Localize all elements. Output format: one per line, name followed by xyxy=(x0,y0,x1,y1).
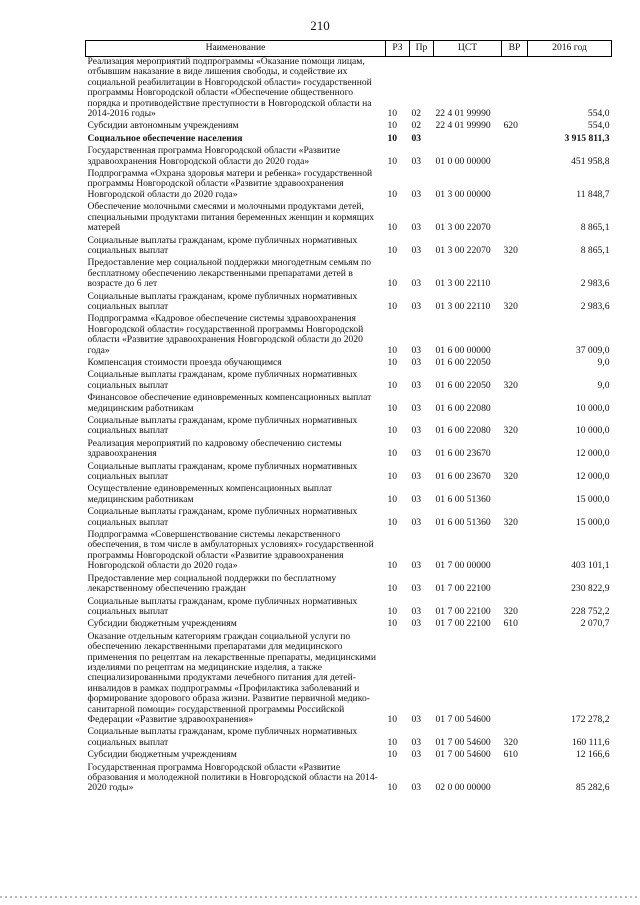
row-vr xyxy=(502,393,528,416)
row-name: Социальные выплаты гражданам, кроме публичных нормативных социальных выплат xyxy=(87,460,358,483)
row-sum: 160 111,6 xyxy=(571,736,610,748)
row-pr: 03 xyxy=(411,583,422,595)
row-rz: 10 xyxy=(387,402,398,414)
row-rz: 10 xyxy=(387,516,398,528)
row-pr: 03 xyxy=(411,132,422,144)
table-row xyxy=(86,574,612,597)
row-pr: 03 xyxy=(411,344,422,356)
row-name: Субсидии автономным учреждениям xyxy=(87,120,239,132)
row-vr xyxy=(502,439,528,462)
row-vr: 320 xyxy=(503,516,518,528)
row-rz: 10 xyxy=(387,344,398,356)
row-cst: 01 0 00 00000 xyxy=(435,155,491,167)
row-cst: 01 6 00 22050 xyxy=(435,356,491,368)
row-cst: 01 3 00 22070 xyxy=(435,244,491,256)
row-cst: 01 7 00 22100 xyxy=(435,605,491,617)
row-cst: 01 7 00 54600 xyxy=(435,749,491,761)
row-name: Социальные выплаты гражданам, кроме публичных нормативных социальных выплат xyxy=(87,726,358,748)
row-cst: 01 6 00 22080 xyxy=(435,425,491,437)
row-rz: 10 xyxy=(387,713,398,725)
row-name: Социальные выплаты гражданам, кроме публичных нормативных социальных выплат xyxy=(87,595,358,617)
row-name: Обеспечение молочными смесями и молочными продуктами детей, специальными продуктами питания беременных женщин и кормящих матерей xyxy=(87,201,375,234)
row-pr: 02 xyxy=(411,120,422,132)
row-cst: 01 7 00 22100 xyxy=(435,583,491,595)
row-cst: 01 6 00 22050 xyxy=(435,379,491,391)
row-sum: 554,0 xyxy=(587,108,610,120)
row-vr xyxy=(502,202,528,235)
row-sum: 37 009,0 xyxy=(575,344,610,356)
row-pr: 03 xyxy=(411,379,422,391)
row-cst: 01 7 00 54600 xyxy=(435,713,491,725)
row-vr: 320 xyxy=(503,379,518,391)
row-vr xyxy=(502,258,528,291)
row-name: Реализация мероприятий подпрограммы «Оказание помощи лицам, отбывшим наказание в виде лишения свободы, и содействие их социальной реабилитации в Новгородской области» государственной программы Новгородской области «Обеспечение общественного порядка и противодействие преступности в Новгородской области на 2014-2016 годы» xyxy=(87,56,372,120)
row-vr xyxy=(502,314,528,358)
row-vr xyxy=(502,484,528,507)
row-cst xyxy=(434,134,502,146)
row-cst: 02 0 00 00000 xyxy=(435,782,491,794)
row-pr: 03 xyxy=(411,618,422,630)
row-sum: 403 101,1 xyxy=(571,560,610,572)
row-vr: 320 xyxy=(503,300,518,312)
row-pr: 03 xyxy=(411,244,422,256)
row-rz: 10 xyxy=(387,583,398,595)
row-name: Предоставление мер социальной поддержки многодетным семьям по бесплатному обеспечению лекарственными препаратами детей в возрасте до 6 лет xyxy=(87,257,372,290)
row-sum: 10 000,0 xyxy=(575,425,610,437)
row-pr: 03 xyxy=(411,402,422,414)
row-cst: 01 3 00 22110 xyxy=(435,278,491,290)
row-pr: 03 xyxy=(411,222,422,234)
row-rz: 10 xyxy=(387,560,398,572)
row-rz: 10 xyxy=(387,618,398,630)
row-name: Оказание отдельным категориям граждан социальной услуги по обеспечению лекарственными препаратами для медицинского применения по рецептам на лекарственные препараты, медицинскими изделиями по рецептам на медицинские изделия, а также специализированными продуктами лечебного питания для детей-инвалидов в рамках подпрограммы «Профилактика заболеваний и формирование здорового образа жизни. Развитие первичной медико-санитарной помощи» государственной программы Российской Федерации «Развитие здравоохранения» xyxy=(87,630,376,725)
row-rz: 10 xyxy=(387,425,398,437)
row-vr xyxy=(502,574,528,597)
row-pr: 03 xyxy=(411,493,422,505)
row-cst: 01 7 00 00000 xyxy=(435,560,491,572)
row-pr: 03 xyxy=(411,278,422,290)
row-rz: 10 xyxy=(387,736,398,748)
table-row xyxy=(86,416,612,439)
row-vr xyxy=(502,57,528,122)
row-rz: 10 xyxy=(387,222,398,234)
row-cst: 01 6 00 23670 xyxy=(435,471,491,483)
row-pr: 03 xyxy=(411,448,422,460)
row-sum: 554,0 xyxy=(587,120,610,132)
row-pr: 03 xyxy=(411,605,422,617)
row-pr: 03 xyxy=(411,425,422,437)
table-row xyxy=(86,121,612,133)
table-row xyxy=(86,57,612,122)
row-name: Государственная программа Новгородской области «Развитие здравоохранения Новгородской области до 2020 года» xyxy=(87,145,341,167)
row-rz: 10 xyxy=(387,379,398,391)
table-row xyxy=(86,530,612,574)
table-row xyxy=(86,632,612,728)
row-name: Подпрограмма «Кадровое обеспечение системы здравоохранения Новгородской области» государственной программы Новгородской области «Развитие здравоохранения Новгородской области до 2020 года» xyxy=(87,313,364,356)
row-sum: 10 000,0 xyxy=(575,402,610,414)
row-sum: 12 000,0 xyxy=(575,471,610,483)
row-sum: 2 070,7 xyxy=(580,618,610,630)
row-rz: 10 xyxy=(387,471,398,483)
row-name: Социальные выплаты гражданам, кроме публичных нормативных социальных выплат xyxy=(87,415,358,437)
row-cst: 01 3 00 00000 xyxy=(435,188,491,200)
row-vr xyxy=(502,763,528,796)
row-pr: 03 xyxy=(411,471,422,483)
row-name: Компенсация стоимости проезда обучающимся xyxy=(87,356,282,368)
row-pr: 03 xyxy=(411,188,422,200)
row-vr xyxy=(502,632,528,728)
row-rz: 10 xyxy=(387,108,398,120)
row-sum: 9,0 xyxy=(597,356,610,368)
row-vr: 320 xyxy=(503,605,518,617)
row-sum: 9,0 xyxy=(597,379,610,391)
table-header xyxy=(86,41,612,57)
row-cst: 01 6 00 23670 xyxy=(435,448,491,460)
table-row xyxy=(86,597,612,620)
budget-table xyxy=(85,40,612,796)
header-vr: ВР xyxy=(502,41,528,57)
header-year: 2016 год xyxy=(528,41,612,57)
row-pr: 03 xyxy=(411,300,422,312)
row-name: Предоставление мер социальной поддержки по бесплатному лекарственному обеспечению граждан xyxy=(87,572,337,595)
row-sum: 8 865,1 xyxy=(580,222,610,234)
row-cst: 01 7 00 22100 xyxy=(435,618,491,630)
row-pr: 03 xyxy=(411,356,422,368)
row-pr: 03 xyxy=(411,155,422,167)
row-vr xyxy=(502,146,528,169)
row-pr: 03 xyxy=(411,736,422,748)
row-vr xyxy=(502,169,528,202)
row-name: Социальное обеспечение населения xyxy=(87,132,243,144)
row-sum: 12 000,0 xyxy=(575,448,610,460)
row-cst: 22 4 01 99990 xyxy=(435,108,491,120)
row-cst: 01 6 00 00000 xyxy=(435,344,491,356)
row-cst: 01 6 00 22080 xyxy=(435,402,491,414)
row-sum: 230 822,9 xyxy=(571,583,610,595)
row-rz: 10 xyxy=(387,155,398,167)
row-rz: 10 xyxy=(387,244,398,256)
table-row xyxy=(86,146,612,169)
row-name: Социальные выплаты гражданам, кроме публичных нормативных социальных выплат xyxy=(87,369,358,391)
row-sum: 15 000,0 xyxy=(575,493,610,505)
row-sum: 12 166,6 xyxy=(575,749,610,761)
row-name: Социальные выплаты гражданам, кроме публичных нормативных социальных выплат xyxy=(87,234,358,256)
row-name: Финансовое обеспечение единовременных компенсационных выплат медицинским работникам xyxy=(87,392,372,414)
table-row xyxy=(86,462,612,485)
row-name: Социальные выплаты гражданам, кроме публичных нормативных социальных выплат xyxy=(87,290,358,312)
header-name: Наименование xyxy=(86,41,386,57)
page-number: 210 xyxy=(310,18,330,33)
row-cst: 01 6 00 51360 xyxy=(435,493,491,505)
table-row xyxy=(86,202,612,235)
row-sum: 3 915 811,3 xyxy=(564,132,610,144)
row-vr: 320 xyxy=(503,244,518,256)
row-sum: 2 983,6 xyxy=(580,278,610,290)
row-name: Подпрограмма «Совершенствование системы лекарственного обеспечения, в том числе в амбулаторных условиях» государственной программы Новгородской области «Развитие здравоохранения Новгородской области до 2020 года» xyxy=(87,529,374,572)
table-row xyxy=(86,484,612,507)
row-sum: 8 865,1 xyxy=(580,244,610,256)
row-vr: 620 xyxy=(503,120,518,132)
table-row xyxy=(86,292,612,315)
row-vr: 320 xyxy=(503,736,518,748)
row-rz: 10 xyxy=(387,448,398,460)
header-rz: РЗ xyxy=(386,41,410,57)
table-row xyxy=(86,258,612,291)
row-name: Социальные выплаты гражданам, кроме публичных нормативных социальных выплат xyxy=(87,506,358,528)
row-sum: 172 278,2 xyxy=(571,713,610,725)
table-row xyxy=(86,619,612,631)
table-row xyxy=(86,236,612,259)
table-row xyxy=(86,750,612,762)
row-vr xyxy=(502,530,528,574)
row-sum: 228 752,2 xyxy=(571,605,610,617)
row-cst: 01 3 00 22070 xyxy=(435,222,491,234)
row-vr xyxy=(502,134,528,146)
row-sum: 2 983,6 xyxy=(580,300,610,312)
row-vr xyxy=(502,358,528,370)
table-row xyxy=(86,393,612,416)
row-pr: 02 xyxy=(411,108,422,120)
row-name: Государственная программа Новгородской области «Развитие образования и молодежной политики в Новгородской области на 2014-2020 годы» xyxy=(87,761,378,794)
row-vr: 610 xyxy=(503,618,518,630)
row-rz: 10 xyxy=(387,188,398,200)
row-sum: 11 848,7 xyxy=(576,188,610,200)
row-rz: 10 xyxy=(387,120,398,132)
row-sum: 451 958,8 xyxy=(571,155,610,167)
row-rz: 10 xyxy=(387,605,398,617)
row-cst: 01 6 00 51360 xyxy=(435,516,491,528)
header-cst: ЦСТ xyxy=(434,41,502,57)
row-vr: 610 xyxy=(503,749,518,761)
row-rz: 10 xyxy=(387,356,398,368)
row-name: Субсидии бюджетным учреждениям xyxy=(87,749,237,761)
table-row xyxy=(86,439,612,462)
row-cst: 01 3 00 22110 xyxy=(435,300,491,312)
row-name: Субсидии бюджетным учреждениям xyxy=(87,618,237,630)
row-name: Подпрограмма «Охрана здоровья матери и ребенка» государственной программы Новгородской области «Развитие здравоохранения Новгородской области до 2020 года» xyxy=(87,168,373,200)
row-vr: 320 xyxy=(503,471,518,483)
scan-artifact xyxy=(0,896,640,898)
row-name: Реализация мероприятий по кадровому обеспечению системы здравоохранения xyxy=(87,437,342,460)
row-name: Осуществление единовременных компенсационных выплат медицинским работникам xyxy=(87,483,333,505)
row-pr: 03 xyxy=(411,782,422,794)
row-pr: 03 xyxy=(411,713,422,725)
row-rz: 10 xyxy=(387,300,398,312)
table-row xyxy=(86,507,612,530)
row-pr: 03 xyxy=(411,560,422,572)
row-pr: 03 xyxy=(411,516,422,528)
table-row xyxy=(86,370,612,393)
table-body xyxy=(86,57,612,796)
row-rz: 10 xyxy=(387,493,398,505)
row-vr: 320 xyxy=(503,425,518,437)
row-pr: 03 xyxy=(411,749,422,761)
row-sum: 85 282,6 xyxy=(575,782,610,794)
row-rz: 10 xyxy=(387,132,398,144)
table-row xyxy=(86,314,612,358)
table-row xyxy=(86,763,612,796)
row-cst: 01 7 00 54600 xyxy=(435,736,491,748)
row-rz: 10 xyxy=(387,749,398,761)
row-sum: 15 000,0 xyxy=(575,516,610,528)
table-row xyxy=(86,727,612,750)
table-row xyxy=(86,169,612,202)
header-pr: Пр xyxy=(410,41,434,57)
row-rz: 10 xyxy=(387,278,398,290)
row-cst: 22 4 01 99990 xyxy=(435,120,491,132)
row-rz: 10 xyxy=(387,782,398,794)
